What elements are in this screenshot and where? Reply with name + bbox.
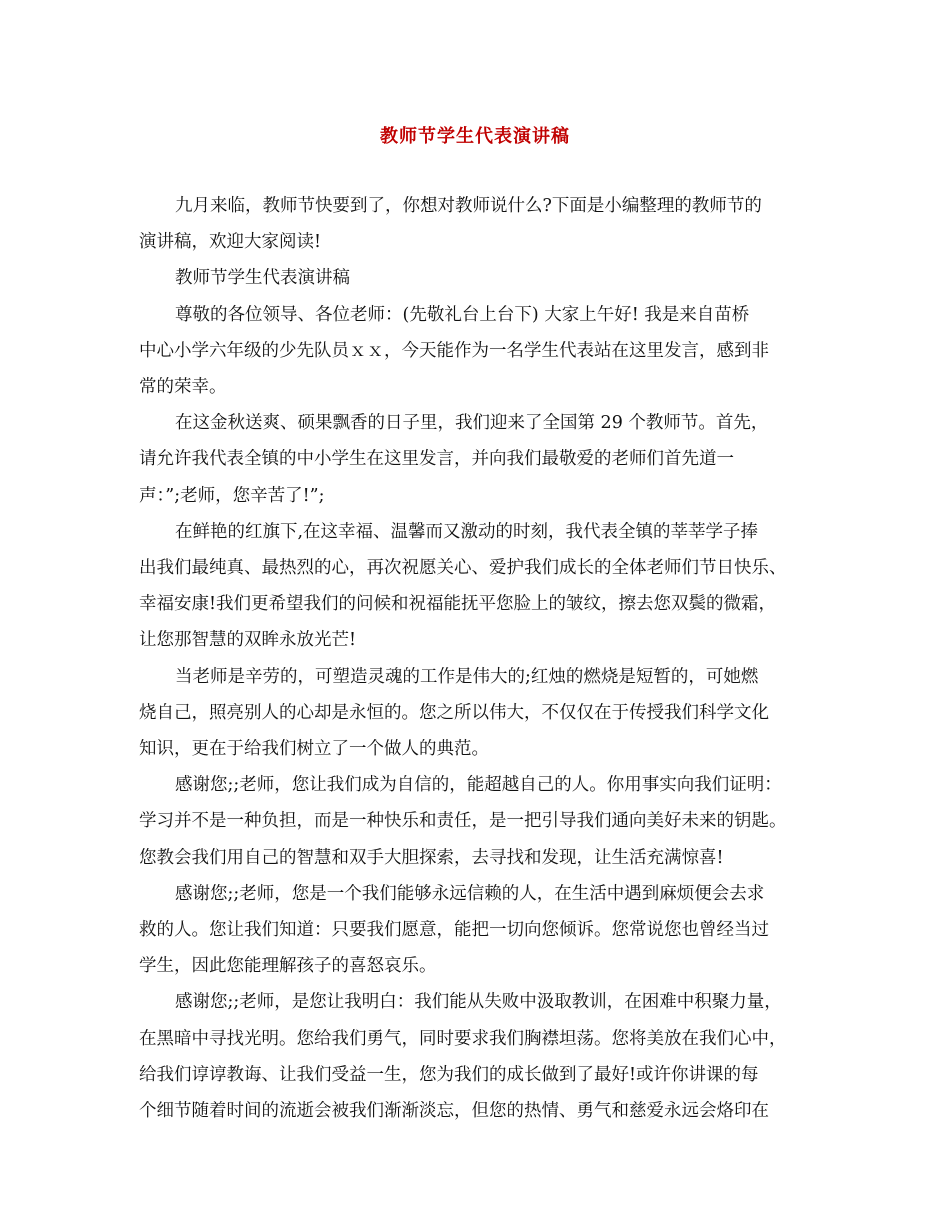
text-line: 当老师是辛劳的，可塑造灵魂的工作是伟大的;红烛的燃烧是短暂的，可她燃: [175, 666, 759, 687]
text-line: 请允许我代表全镇的中小学生在这里发言，并向我们最敬爱的老师们首先道一: [139, 449, 734, 470]
paragraph: [139, 876, 829, 985]
paragraph: [139, 188, 829, 260]
text-line: 您教会我们用自己的智慧和双手大胆探索，去寻找和发现，让生活充满惊喜!: [139, 847, 724, 868]
paragraph: [139, 405, 829, 514]
text-line: 教师节学生代表演讲稿: [175, 268, 350, 289]
text-line: 烧自己，照亮别人的心却是永恒的。您之所以伟大，不仅仅在于传授我们科学文化: [139, 702, 769, 723]
paragraph: [139, 767, 829, 876]
text-line: 幸福安康!我们更希望我们的问候和祝福能抚平您脸上的皱纹，擦去您双鬓的微霜，: [139, 594, 777, 615]
document-body: [139, 188, 829, 1129]
text-line: 感谢您;;老师，是您让我明白：我们能从失败中汲取教训，在困难中积聚力量，: [175, 992, 782, 1013]
text-line: 声：”;老师，您辛苦了!”;: [139, 485, 325, 506]
paragraph: [139, 984, 829, 1129]
text-line: 出我们最纯真、最热烈的心，再次祝愿关心、爱护我们成长的全体老师们节日快乐、: [139, 558, 787, 579]
text-line: 演讲稿，欢迎大家阅读!: [139, 232, 322, 253]
text-line: 在黑暗中寻找光明。您给我们勇气，同时要求我们胸襟坦荡。您将美放在我们心中，: [139, 1028, 787, 1049]
text-line: 让您那智慧的双眸永放光芒!: [139, 630, 357, 651]
paragraph: [139, 659, 829, 768]
document-title: 教师节学生代表演讲稿: [380, 126, 570, 147]
text-line: 知识，更在于给我们树立了一个做人的典范。: [139, 739, 489, 760]
paragraph: [139, 260, 829, 296]
paragraph: [139, 514, 829, 659]
text-line: 常的荣幸。: [139, 377, 227, 398]
text-line: 救的人。您让我们知道：只要我们愿意，能把一切向您倾诉。您常说您也曾经当过: [139, 920, 769, 941]
text-line: 给我们谆谆教诲、让我们受益一生，您为我们的成长做到了最好!或许你讲课的每: [139, 1064, 759, 1085]
text-line: 在鲜艳的红旗下,在这幸福、温馨而又激动的时刻，我代表全镇的莘莘学子捧: [175, 521, 759, 542]
text-line: 学习并不是一种负担，而是一种快乐和责任，是一把引导我们通向美好未来的钥匙。: [139, 811, 787, 832]
text-line: 中心小学六年级的少先队员ｘｘ，今天能作为一名学生代表站在这里发言，感到非: [139, 340, 769, 361]
text-line: 个细节随着时间的流逝会被我们渐渐淡忘，但您的热情、勇气和慈爱永远会烙印在: [139, 1101, 769, 1122]
text-line: 感谢您;;老师，您是一个我们能够永远信赖的人，在生活中遇到麻烦便会去求: [175, 883, 765, 904]
text-line: 尊敬的各位领导、各位老师：(先敬礼台上台下) 大家上午好! 我是来自苗桥: [175, 304, 750, 325]
paragraph: [139, 297, 829, 406]
text-line: 在这金秋送爽、硕果飘香的日子里，我们迎来了全国第 29 个教师节。首先，: [175, 413, 769, 434]
text-line: 感谢您;;老师，您让我们成为自信的，能超越自己的人。你用事实向我们证明：: [175, 775, 782, 796]
text-line: 学生，因此您能理解孩子的喜怒哀乐。: [139, 956, 437, 977]
text-line: 九月来临，教师节快要到了，你想对教师说什么?下面是小编整理的教师节的: [175, 196, 762, 216]
